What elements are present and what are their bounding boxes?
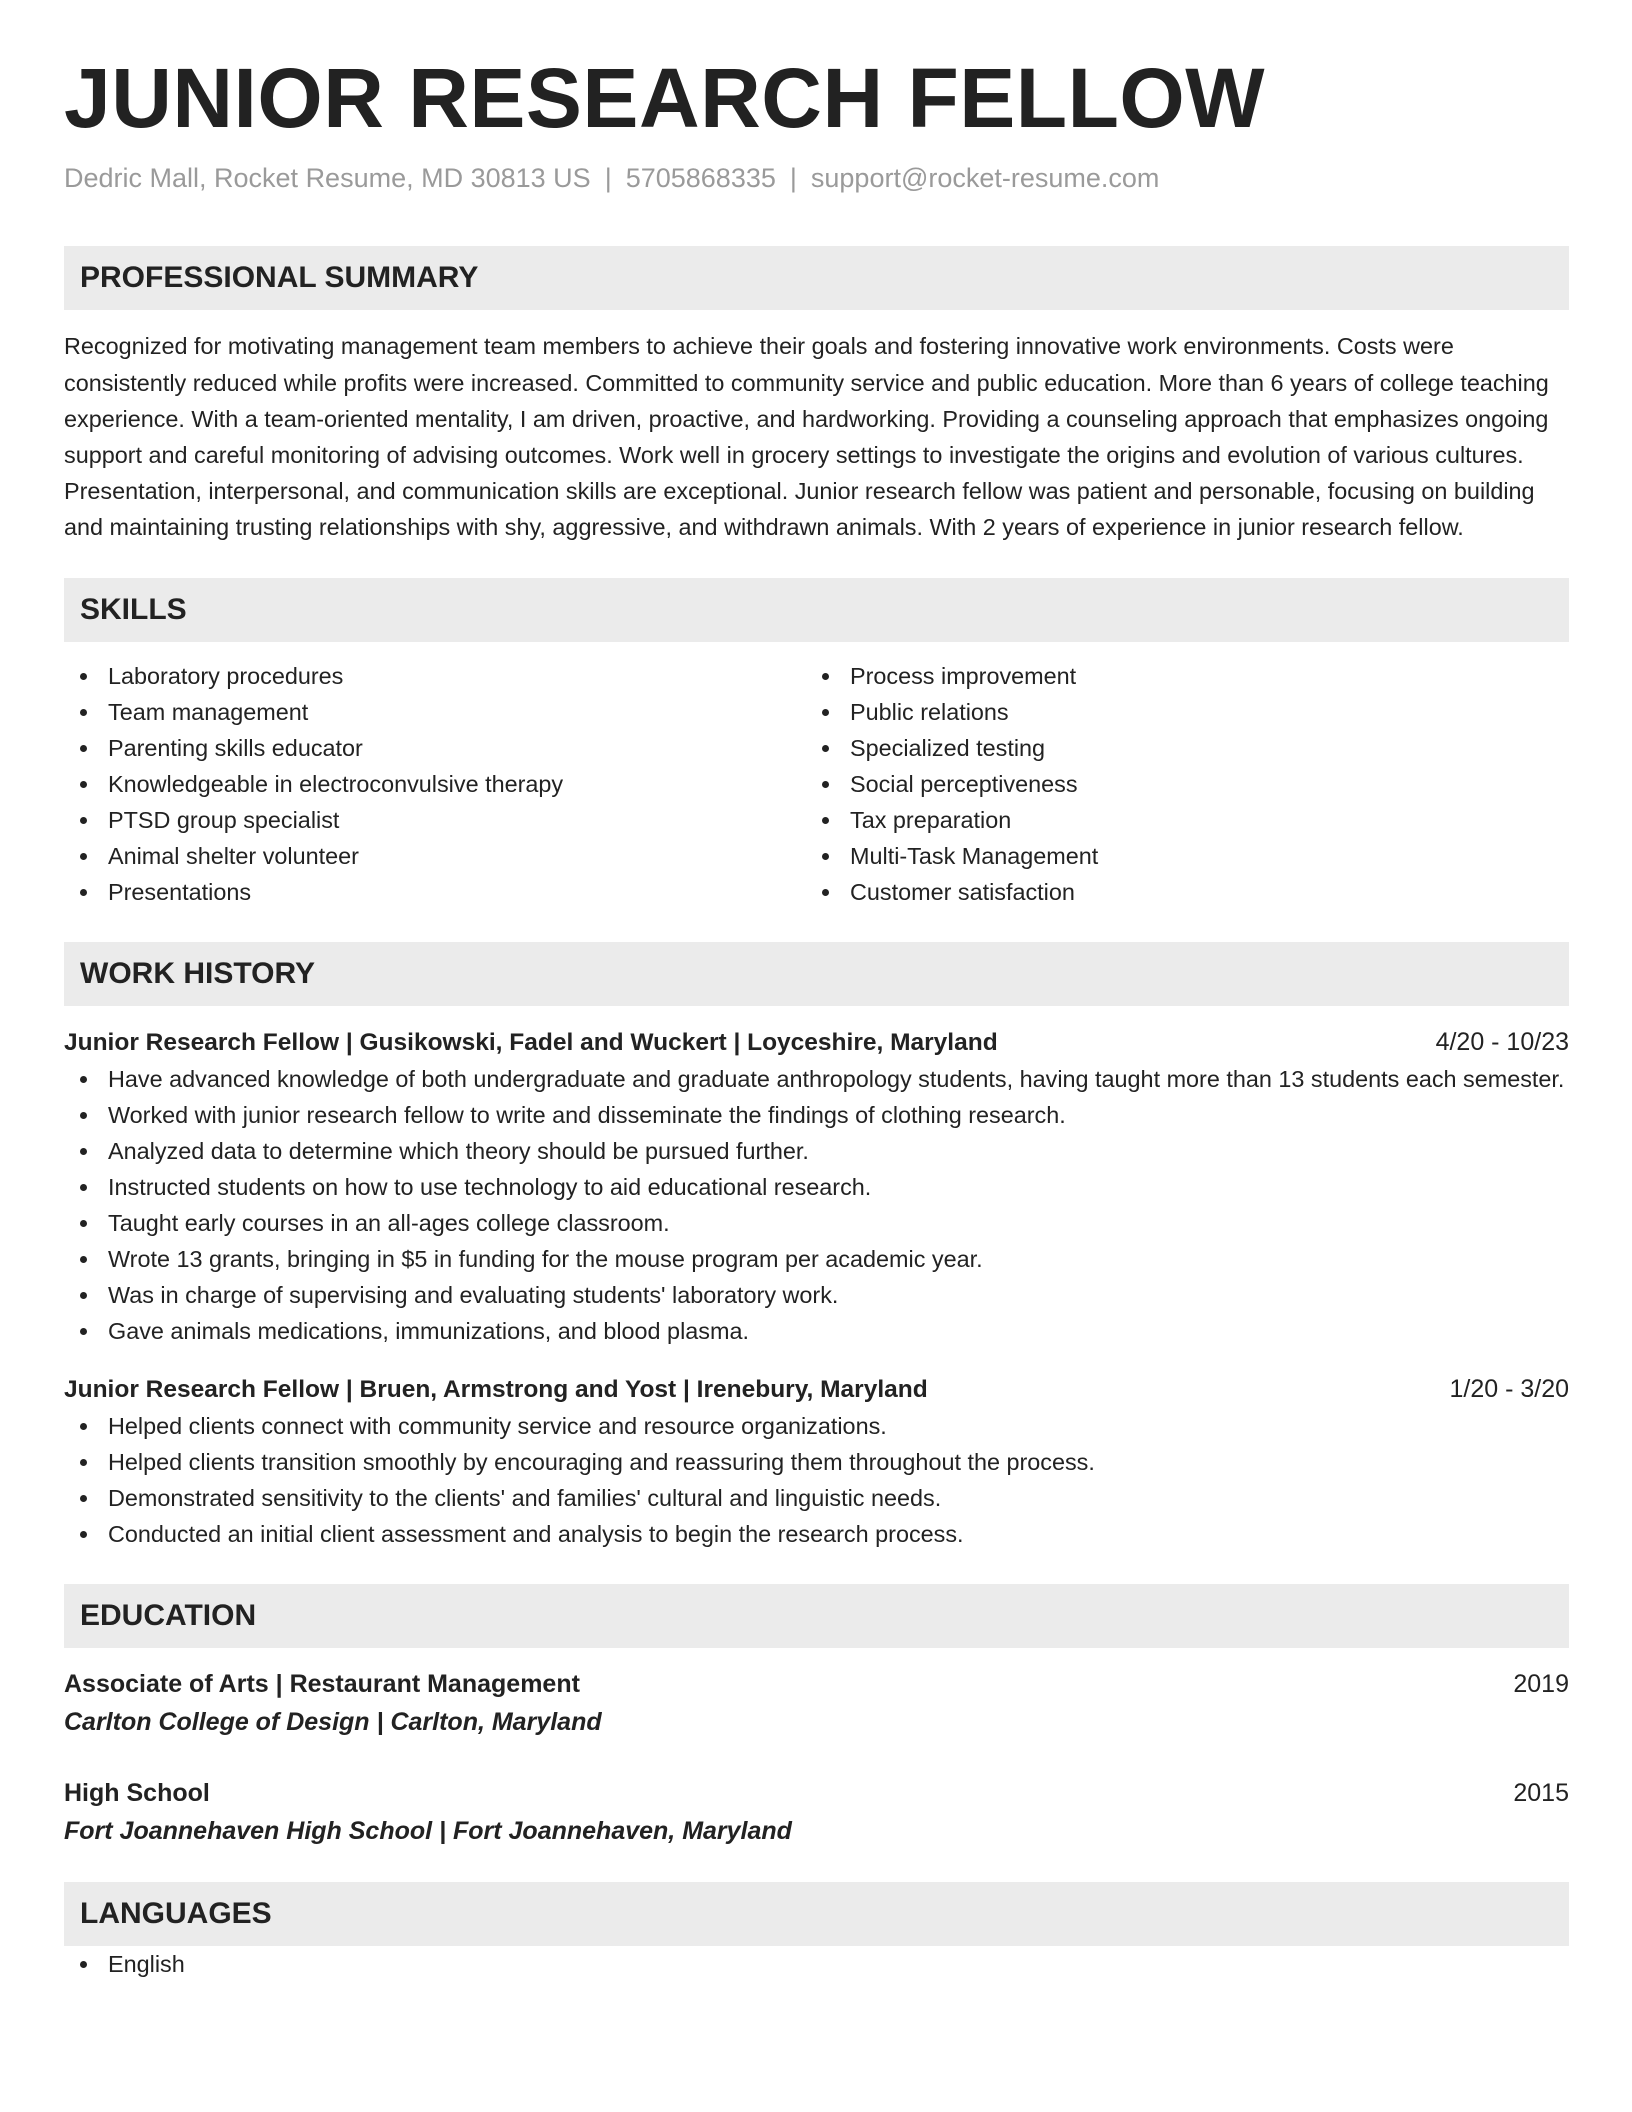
list-item: Analyzed data to determine which theory should be pursued further. — [64, 1133, 1569, 1169]
list-item: Laboratory procedures — [64, 658, 806, 694]
education-school: Carlton College of Design | Carlton, Maryland — [64, 1707, 602, 1736]
skills-list — [64, 658, 1569, 910]
education-entry — [64, 1666, 1569, 1741]
section-header-education: EDUCATION — [64, 1584, 1569, 1648]
section-header-skills: SKILLS — [64, 578, 1569, 642]
list-item: Conducted an initial client assessment and analysis to begin the research process. — [64, 1516, 1569, 1552]
section-header-summary: PROFESSIONAL SUMMARY — [64, 246, 1569, 310]
job-dates: 4/20 - 10/23 — [1435, 1027, 1569, 1056]
list-item: Parenting skills educator — [64, 730, 806, 766]
list-item: Multi-Task Management — [806, 838, 1548, 874]
list-item: English — [64, 1946, 1569, 1982]
list-item: Public relations — [806, 694, 1548, 730]
list-item: Knowledgeable in electroconvulsive therapy — [64, 766, 806, 802]
list-item: Tax preparation — [806, 802, 1548, 838]
list-item: Instructed students on how to use technology to aid educational research. — [64, 1169, 1569, 1205]
list-item: Helped clients transition smoothly by encouraging and reassuring them throughout the process. — [64, 1444, 1569, 1480]
job-bullets — [64, 1408, 1569, 1552]
list-item: Process improvement — [806, 658, 1548, 694]
list-item: Was in charge of supervising and evaluating students' laboratory work. — [64, 1277, 1569, 1313]
education-degree: High School — [64, 1778, 210, 1807]
section-header-languages: LANGUAGES — [64, 1882, 1569, 1946]
job-entry — [64, 1371, 1569, 1552]
contact-separator: | — [789, 163, 797, 193]
list-item: Wrote 13 grants, bringing in $5 in funding for the mouse program per academic year. — [64, 1241, 1569, 1277]
contact-separator: | — [604, 163, 612, 193]
job-title: Junior Research Fellow | Bruen, Armstrong and Yost | Irenebury, Maryland — [64, 1375, 928, 1403]
list-item: PTSD group specialist — [64, 802, 806, 838]
contact-address: Dedric Mall, Rocket Resume, MD 30813 US — [64, 163, 591, 193]
list-item: Team management — [64, 694, 806, 730]
list-item: Helped clients connect with community service and resource organizations. — [64, 1408, 1569, 1444]
job-header — [64, 1024, 1569, 1061]
resume-title: JUNIOR RESEARCH FELLOW — [64, 51, 1266, 145]
skills-column-left — [64, 658, 806, 910]
skills-column-right — [806, 658, 1548, 910]
job-header — [64, 1371, 1569, 1408]
list-item: Customer satisfaction — [806, 874, 1548, 910]
list-item: Specialized testing — [806, 730, 1548, 766]
list-item: Worked with junior research fellow to write and disseminate the findings of clothing research. — [64, 1097, 1569, 1133]
contact-line — [64, 162, 1569, 194]
list-item: Taught early courses in an all-ages college classroom. — [64, 1205, 1569, 1241]
education-year: 2019 — [1513, 1669, 1569, 1698]
job-entry — [64, 1024, 1569, 1349]
list-item: Animal shelter volunteer — [64, 838, 806, 874]
education-degree: Associate of Arts | Restaurant Management — [64, 1669, 580, 1698]
job-title: Junior Research Fellow | Gusikowski, Fadel and Wuckert | Loyceshire, Maryland — [64, 1028, 998, 1056]
job-bullets — [64, 1061, 1569, 1349]
summary-text: Recognized for motivating management team members to achieve their goals and fostering innovative work environments. Costs were consistently reduced while profits were increased. Committed to community service and public education. More than 6 years of college teaching experience. With a team-oriented mentality, I am driven, proactive, and hardworking. Providing a counseling approach that emphasizes ongoing support and careful monitoring of advising outcomes. Work well in grocery settings to investigate the origins and evolution of various cultures. Presentation, interpersonal, and communication skills are exceptional. Junior research fellow was patient and personable, focusing on building and maintaining trusting relationships with shy, aggressive, and withdrawn animals. With 2 years of experience in junior research fellow. — [64, 333, 1549, 541]
languages-list — [64, 1946, 1569, 1982]
education-year: 2015 — [1513, 1778, 1569, 1807]
list-item: Presentations — [64, 874, 806, 910]
list-item: Social perceptiveness — [806, 766, 1548, 802]
section-header-work-history: WORK HISTORY — [64, 942, 1569, 1006]
education-school: Fort Joannehaven High School | Fort Joannehaven, Maryland — [64, 1816, 792, 1845]
education-entry — [64, 1775, 1569, 1850]
list-item: Gave animals medications, immunizations, and blood plasma. — [64, 1313, 1569, 1349]
education-header — [64, 1775, 1569, 1812]
contact-email: support@rocket-resume.com — [810, 163, 1160, 193]
list-item: Demonstrated sensitivity to the clients' and families' cultural and linguistic needs. — [64, 1480, 1569, 1516]
job-dates: 1/20 - 3/20 — [1449, 1374, 1569, 1403]
list-item: Have advanced knowledge of both undergraduate and graduate anthropology students, having taught more than 13 students each semester. — [64, 1061, 1569, 1097]
contact-phone: 5705868335 — [625, 163, 776, 193]
education-header — [64, 1666, 1569, 1703]
